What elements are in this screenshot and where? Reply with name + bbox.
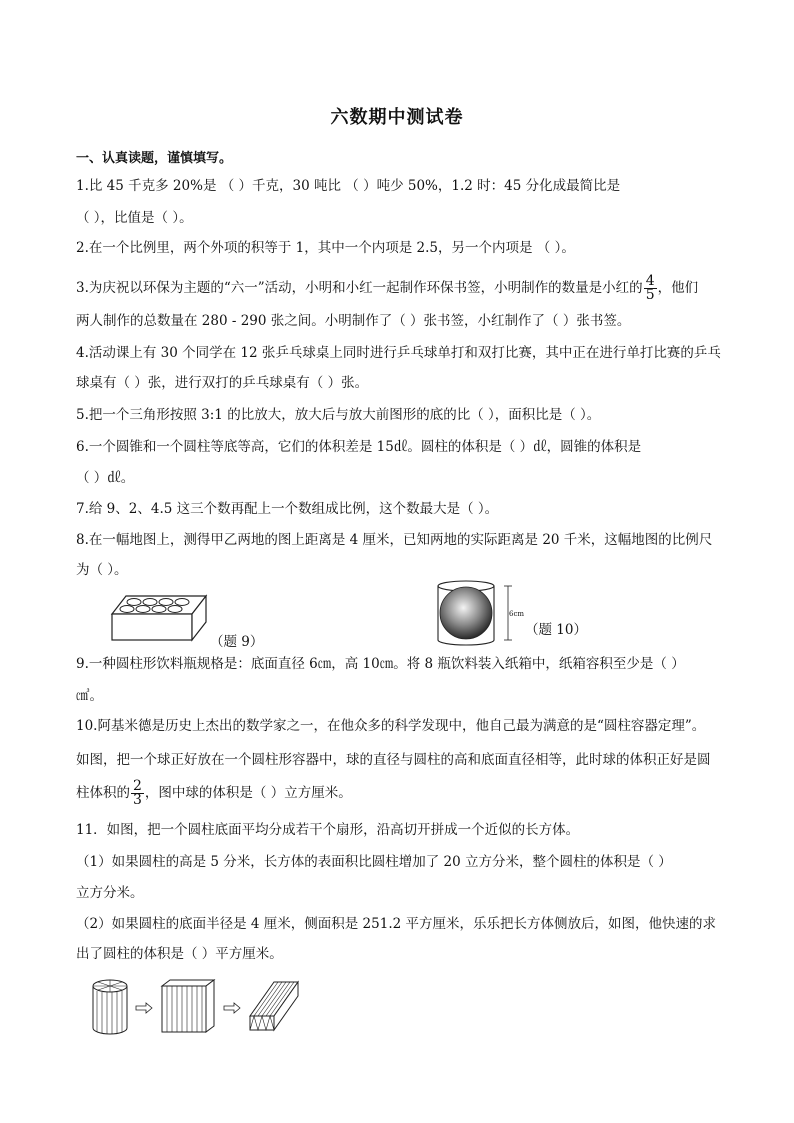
fraction-denominator: 3 <box>133 792 142 808</box>
question-6-line-2: （ ）㎗。 <box>76 470 135 486</box>
fraction-denominator: 5 <box>645 287 655 303</box>
question-3-line-2: 两人制作的总数量在 280 - 290 张之间。小明制作了（ ）张书签，小红制作了（ ）张书签。 <box>76 313 631 329</box>
question-1-line-2: （ ），比值是（ ）。 <box>76 210 193 226</box>
figure-10-caption: （题 10） <box>525 622 587 638</box>
question-3-text: 3.为庆祝以环保为主题的“六一”活动，小明和小红一起制作环保书签，小明制作的数量是小红的 <box>76 280 643 296</box>
question-9-line-2: ㎤。 <box>76 688 103 704</box>
sphere-in-cylinder-figure <box>436 580 526 646</box>
question-3-line-1 <box>76 275 698 302</box>
question-10-text: 柱体积的 <box>76 785 130 801</box>
fraction-two-thirds <box>131 780 144 807</box>
question-10-line-2: 如图，把一个球正好放在一个圆柱形容器中，球的直径与圆柱的高和底面直径相等，此时球的体积正好是圆 <box>76 752 711 768</box>
question-6-line-1: 6.一个圆锥和一个圆柱等底等高，它们的体积差是 15㎗。圆柱的体积是（ ）㎗，圆锥的体积是 <box>76 439 642 455</box>
question-5: 5.把一个三角形按照 3:1 的比放大，放大后与放大前图形的底的比（ ），面积比是（ ）。 <box>76 407 601 423</box>
question-10-text-end: ，图中球的体积是（ ）立方厘米。 <box>144 785 352 801</box>
question-3-text-end: ，他们 <box>657 280 699 296</box>
question-11-part-2-line-2: 出了圆柱的体积是（ ）平方厘米。 <box>76 946 283 962</box>
question-11: 11．如图，把一个圆柱底面平均分成若干个扇形，沿高切开拼成一个近似的长方体。 <box>76 822 580 838</box>
question-4-line-1: 4.活动课上有 30 个同学在 12 张乒乓球桌上同时进行乒乓球单打和双打比赛，其中正在进行单打比赛的乒乓 <box>76 345 721 361</box>
question-1-line-1: 1.比 45 千克多 20%是 （ ）千克，30 吨比 （ ）吨少 50%，1.2 时：45 分化成最简比是 <box>76 178 621 194</box>
question-10-line-1: 10.阿基米德是历史上杰出的数学家之一，在他众多的科学发现中，他自己最为满意的是“圆柱容器定理”。 <box>76 718 706 734</box>
question-11-part-2-line-1: （2）如果圆柱的底面半径是 4 厘米，侧面积是 251.2 平方厘米，乐乐把长方体侧放后，如图，他快速的求 <box>76 916 716 932</box>
question-4-line-2: 球桌有（ ）张，进行双打的乒乓球桌有（ ）张。 <box>76 375 369 391</box>
question-8-line-1: 8.在一幅地图上，测得甲乙两地的图上距离是 4 厘米，已知两地的实际距离是 20 千米，这幅地图的比例尺 <box>76 532 713 548</box>
section-heading: 一、认真读题，谨慎填写。 <box>76 151 233 166</box>
question-11-part-1-line-2: 立方分米。 <box>76 885 144 901</box>
question-9-line-1: 9.一种圆柱形饮料瓶规格是：底面直径 6㎝，高 10㎝。将 8 瓶饮料装入纸箱中，纸箱容积至少是（ ） <box>76 656 685 672</box>
question-8-line-2: 为（ ）。 <box>76 562 128 578</box>
fraction-four-fifths <box>644 275 657 302</box>
bottle-box-figure <box>110 592 210 642</box>
page-title: 六数期中测试卷 <box>330 107 464 128</box>
fraction-numerator: 2 <box>133 778 142 794</box>
cylinder-transform-figure <box>88 976 308 1038</box>
figure-9-caption: （题 9） <box>210 634 264 650</box>
dimension-label: 6cm <box>509 610 525 618</box>
question-7: 7.给 9、2、4.5 这三个数再配上一个数组成比例，这个数最大是（ ）。 <box>76 501 499 517</box>
fraction-numerator: 4 <box>645 273 655 289</box>
question-10-line-3 <box>76 780 352 807</box>
question-2: 2.在一个比例里，两个外项的积等于 1，其中一个内项是 2.5，另一个内项是 （ ）。 <box>76 240 575 256</box>
question-11-part-1-line-1: （1）如果圆柱的高是 5 分米，长方体的表面积比圆柱增加了 20 立方分米，整个圆柱的体积是（ ） <box>76 854 672 870</box>
